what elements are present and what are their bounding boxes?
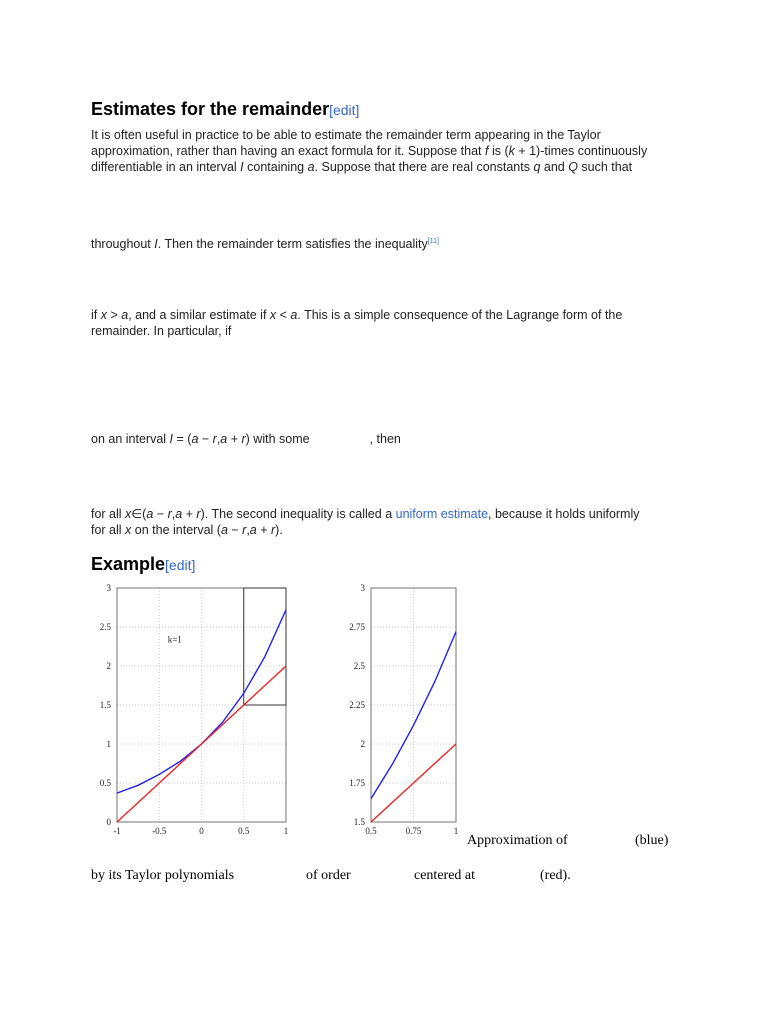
y-tick-label: 2 (360, 739, 365, 749)
x-tick-label: 1 (453, 826, 459, 836)
x-tick-label: -1 (113, 826, 121, 836)
y-tick-label: 1 (106, 739, 111, 749)
y-tick-label: 3 (360, 583, 365, 593)
zoom-box (244, 588, 286, 705)
x-tick-label: 0 (199, 826, 204, 836)
heading-text: Example (91, 554, 166, 574)
paragraph-5 (91, 506, 691, 538)
x-tick-label: 1 (283, 826, 289, 836)
y-tick-label: 1.5 (99, 700, 111, 710)
y-tick-label: 3 (106, 583, 111, 593)
caption-order: of order (306, 868, 351, 883)
paragraph-1-line-3: differentiable in an interval I containing a. Suppose that there are real constants q and Q such that (91, 160, 633, 174)
paragraph-3 (91, 307, 691, 339)
y-tick-label: 1.75 (349, 778, 365, 788)
paragraph-1-line-2: approximation, rather than having an exact formula for it. Suppose that f is (k + 1)-times continuously (91, 144, 648, 158)
x-tick-label: 0.5 (238, 826, 250, 836)
x-tick-label: -0.5 (152, 826, 167, 836)
x-tick-label: 0.75 (405, 826, 422, 836)
taylor-chart-zoom (338, 580, 468, 842)
y-tick-label: 0 (106, 817, 111, 827)
caption-taylor: by its Taylor polynomials (91, 868, 235, 883)
paragraph-3-line-2: remainder. In particular, if (91, 324, 232, 338)
paragraph-5-line-2: for all x on the interval (a − r,a + r). (91, 523, 283, 537)
reference-link[interactable]: [11] (427, 238, 439, 245)
y-tick-label: 1.5 (353, 817, 365, 827)
heading-text: Estimates for the remainder (91, 99, 330, 119)
paragraph-1 (91, 127, 691, 175)
paragraph-4: on an interval I = (a − r,a + r) with some , then (91, 432, 401, 446)
y-tick-label: 2.5 (353, 661, 365, 671)
x-tick-label: 0.5 (365, 826, 377, 836)
section-heading-remainder (91, 98, 359, 121)
paragraph-1-line-1: It is often useful in practice to be able to estimate the remainder term appearing in the Taylor (91, 128, 601, 142)
paragraph-2: throughout I. Then the remainder term satisfies the inequality[11] (91, 237, 439, 252)
edit-link[interactable]: [edit] (165, 557, 196, 573)
edit-link[interactable]: [edit] (329, 102, 360, 118)
series-line (371, 632, 456, 799)
y-tick-label: 0.5 (99, 778, 111, 788)
paragraph-3-line-1: if x > a, and a similar estimate if x < a. This is a simple consequence of the Lagrange form of the (91, 308, 623, 322)
caption-centered: centered at (414, 868, 476, 883)
y-tick-label: 2.25 (349, 700, 365, 710)
y-tick-label: 2 (106, 661, 111, 671)
paragraph-5-line-1: for all x∈(a − r,a + r). The second inequality is called a uniform estimate, because it holds uniformly (91, 507, 640, 521)
uniform-estimate-link[interactable]: uniform estimate (395, 507, 489, 521)
taylor-chart-full (88, 580, 300, 842)
section-heading-example (91, 553, 195, 576)
k-annotation: k=1 (167, 634, 182, 645)
y-tick-label: 2.75 (349, 622, 365, 632)
caption-blue: (blue) (635, 833, 669, 848)
y-tick-label: 2.5 (99, 622, 111, 632)
caption-red: (red). (540, 868, 571, 883)
caption-approximation: Approximation of (467, 833, 568, 848)
